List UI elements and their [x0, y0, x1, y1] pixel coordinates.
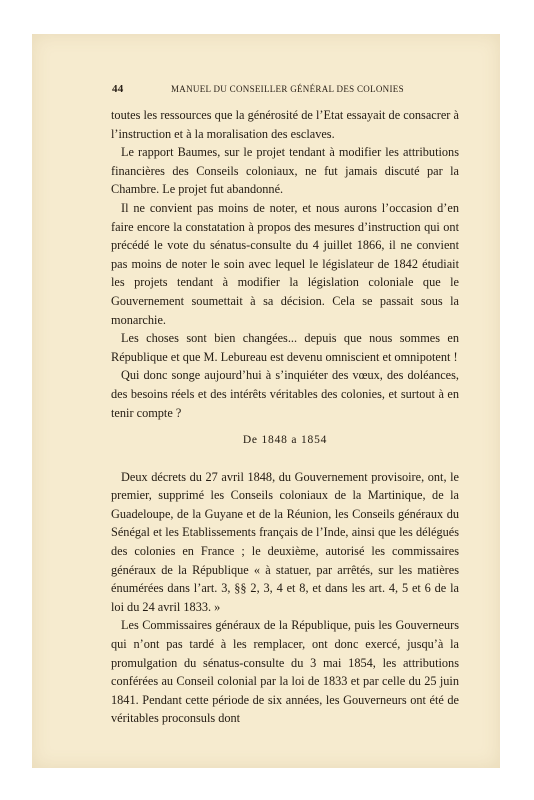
- paragraph-6: Deux décrets du 27 avril 1848, du Gouvernement provisoire, ont, le premier, supprimé les Conseils coloniaux de la Martinique, de la Guadeloupe, de la Guyane et de la Réunion, les Conseils généraux du Sénégal et les Etablissements français de l’Inde, ainsi que les délégués des colonies en France ; le deuxième, autorisé les commissaires généraux de la République « à statuer, par arrêtés, sur les matières énumérées dans l’art. 3, §§ 2, 3, 4 et 8, et dans les art. 4, 5 et 6 de la loi du 24 avril 1833. »: [111, 469, 459, 614]
- paragraph-7: Les Commissaires généraux de la République, puis les Gouverneurs qui n’ont pas tardé à les remplacer, ont donc exercé, jusqu’à la promulgation du sénatus-consulte du 3 mai 1854, les attributions conférées au Conseil colonial par la loi de 1833 et par celle du 25 juin 1841. Pendant cette période de six années, les Gouverneurs ont été de véritables proconsuls dont: [111, 618, 459, 726]
- body-text: [111, 106, 459, 728]
- paragraph-3: Il ne convient pas moins de noter, et nous aurons l’occasion d’en faire encore la constatation à propos des mesures d’instruction qui ont précédé le vote du sénatus-consulte du 4 juillet 1866, il ne convient pas moins de noter le soin avec lequel le législateur de 1842 étudiait les projets tendant à modifier la législation coloniale que le Gouvernement soumettait à sa décision. Cela se passait sous la monarchie.: [111, 200, 459, 327]
- paragraph-2: Le rapport Baumes, sur le projet tendant à modifier les attributions financières des Conseils coloniaux, ne fut jamais discuté par la Chambre. Le projet fut abandonné.: [111, 145, 459, 197]
- paragraph-1: toutes les ressources que la générosité de l’Etat essayait de consacrer à l’instruction et à la moralisation des esclaves.: [111, 108, 459, 141]
- page-number: 44: [112, 83, 124, 95]
- section-heading: De 1848 a 1854: [242, 434, 328, 447]
- paragraph-5: Qui donc songe aujourd’hui à s’inquiéter des vœux, des doléances, des besoins réels et des intérêts véritables des colonies, et surtout à en tenir compte ?: [111, 368, 459, 420]
- running-head: MANUEL DU CONSEILLER GÉNÉRAL DES COLONIES: [171, 84, 404, 94]
- page-header: [112, 83, 462, 97]
- paragraph-4: Les choses sont bien changées... depuis que nous sommes en République et que M. Lebureau est devenu omniscient et omnipotent !: [111, 331, 459, 364]
